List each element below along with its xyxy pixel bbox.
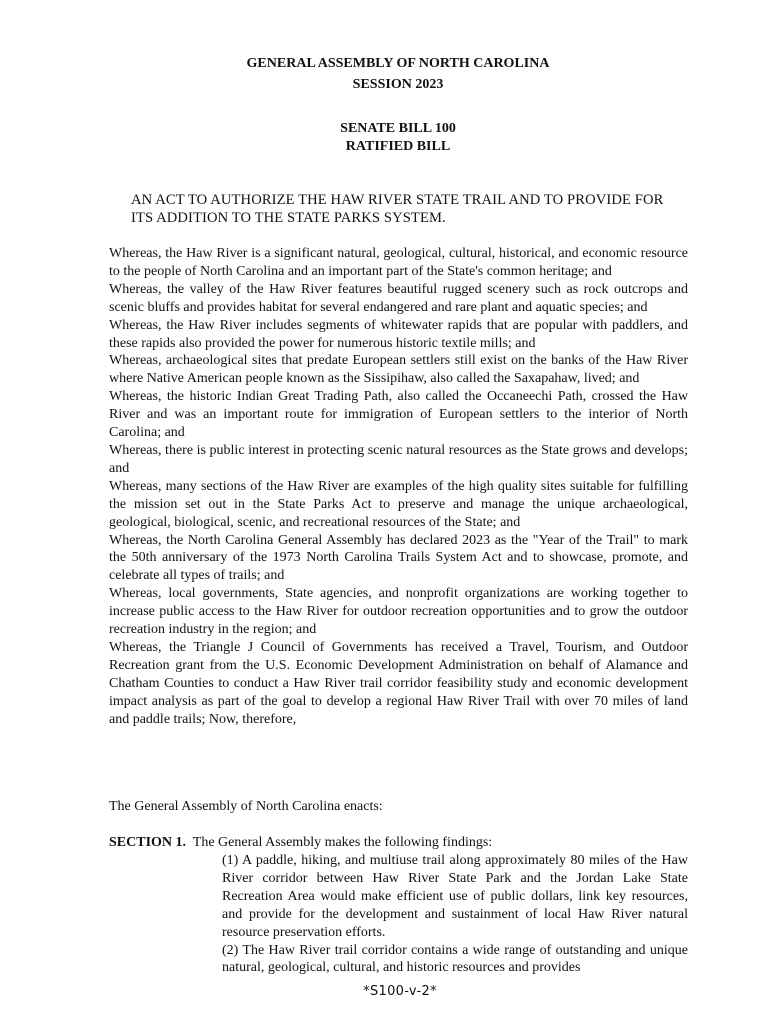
whereas-clause: Whereas, the Haw River includes segments of whitewater rapids that are popular with paddlers, and these rapids also provided the power for numerous historic textile mills; and [109, 317, 688, 351]
whereas-clause: Whereas, the North Carolina General Assembly has declared 2023 as the "Year of the Trail" to mark the 50th anniversary of the 1973 North Carolina Trails System Act and to showcase, promote, and celebrate all types of trails; and [109, 532, 688, 584]
whereas-clause: Whereas, local governments, State agencies, and nonprofit organizations are working together to increase public access to the Haw River for outdoor recreation opportunities and to grow the outdoor recreation industry in the region; and [109, 586, 688, 638]
whereas-clauses [109, 245, 688, 728]
bill-number-heading: SENATE BILL 100 [340, 121, 456, 136]
enacting-clause: The General Assembly of North Carolina enacts: [109, 799, 383, 814]
whereas-clause: Whereas, the Haw River is a significant natural, geological, cultural, historical, and economic resource to the people of North Carolina and an important part of the State's common heritage; and [109, 246, 688, 279]
assembly-heading: GENERAL ASSEMBLY OF NORTH CAROLINA [246, 56, 550, 71]
section-label: SECTION 1. [109, 835, 187, 850]
finding-item: (1) A paddle, hiking, and multiuse trail along approximately 80 miles of the Haw River corridor between Haw River State Park and the Jordan Lake State Recreation Area would make efficient use of public dollars, link key resources, and provide for the development and sustainment of local Haw River natural resource preservation efforts. [222, 853, 688, 940]
whereas-clause: Whereas, many sections of the Haw River are examples of the high quality sites suitable for fulfilling the mission set out in the State Parks Act to preserve and manage the unique archaeological, geological, biological, scenic, and recreational resources of the State; and [109, 478, 688, 530]
section-1-heading [109, 834, 688, 852]
act-title [131, 191, 689, 227]
whereas-clause: Whereas, there is public interest in protecting scenic natural resources as the State grows and develops; and [109, 442, 688, 476]
whereas-clause: Whereas, the historic Indian Great Trading Path, also called the Occaneechi Path, crossed the Haw River and was an important route for immigration of European settlers to the interior of North Carolina; and [109, 389, 688, 441]
act-title-line: ITS ADDITION TO THE STATE PARKS SYSTEM. [131, 210, 446, 226]
section-1-findings [222, 852, 688, 977]
finding-item: (2) The Haw River trail corridor contains a wide range of outstanding and unique natural, geological, cultural, and historic resources and provides [222, 942, 688, 976]
session-heading: SESSION 2023 [352, 77, 444, 92]
section-intro: The General Assembly makes the following findings: [192, 835, 493, 850]
document-code: *S100-v-2* [363, 984, 437, 999]
act-title-line: AN ACT TO AUTHORIZE THE HAW RIVER STATE TRAIL AND TO PROVIDE FOR [131, 192, 664, 208]
whereas-clause: Whereas, the Triangle J Council of Governments has received a Travel, Tourism, and Outdoor Recreation grant from the U.S. Economic Development Administration on behalf of Alamance and Chatham Counties to conduct a Haw River trail corridor feasibility study and economic development impact analysis as part of the goal to develop a regional Haw River Trail with over 70 miles of land and paddle trails; Now, therefore, [109, 639, 688, 727]
bill-status-heading: RATIFIED BILL [345, 139, 451, 154]
whereas-clause: Whereas, the valley of the Haw River features beautiful rugged scenery such as rock outcrops and scenic bluffs and provides habitat for several endangered and rare plant and aquatic species; and [109, 281, 688, 315]
whereas-clause: Whereas, archaeological sites that predate European settlers still exist on the banks of the Haw River where Native American people known as the Sissipihaw, also called the Saxapahaw, lived; and [109, 353, 688, 387]
